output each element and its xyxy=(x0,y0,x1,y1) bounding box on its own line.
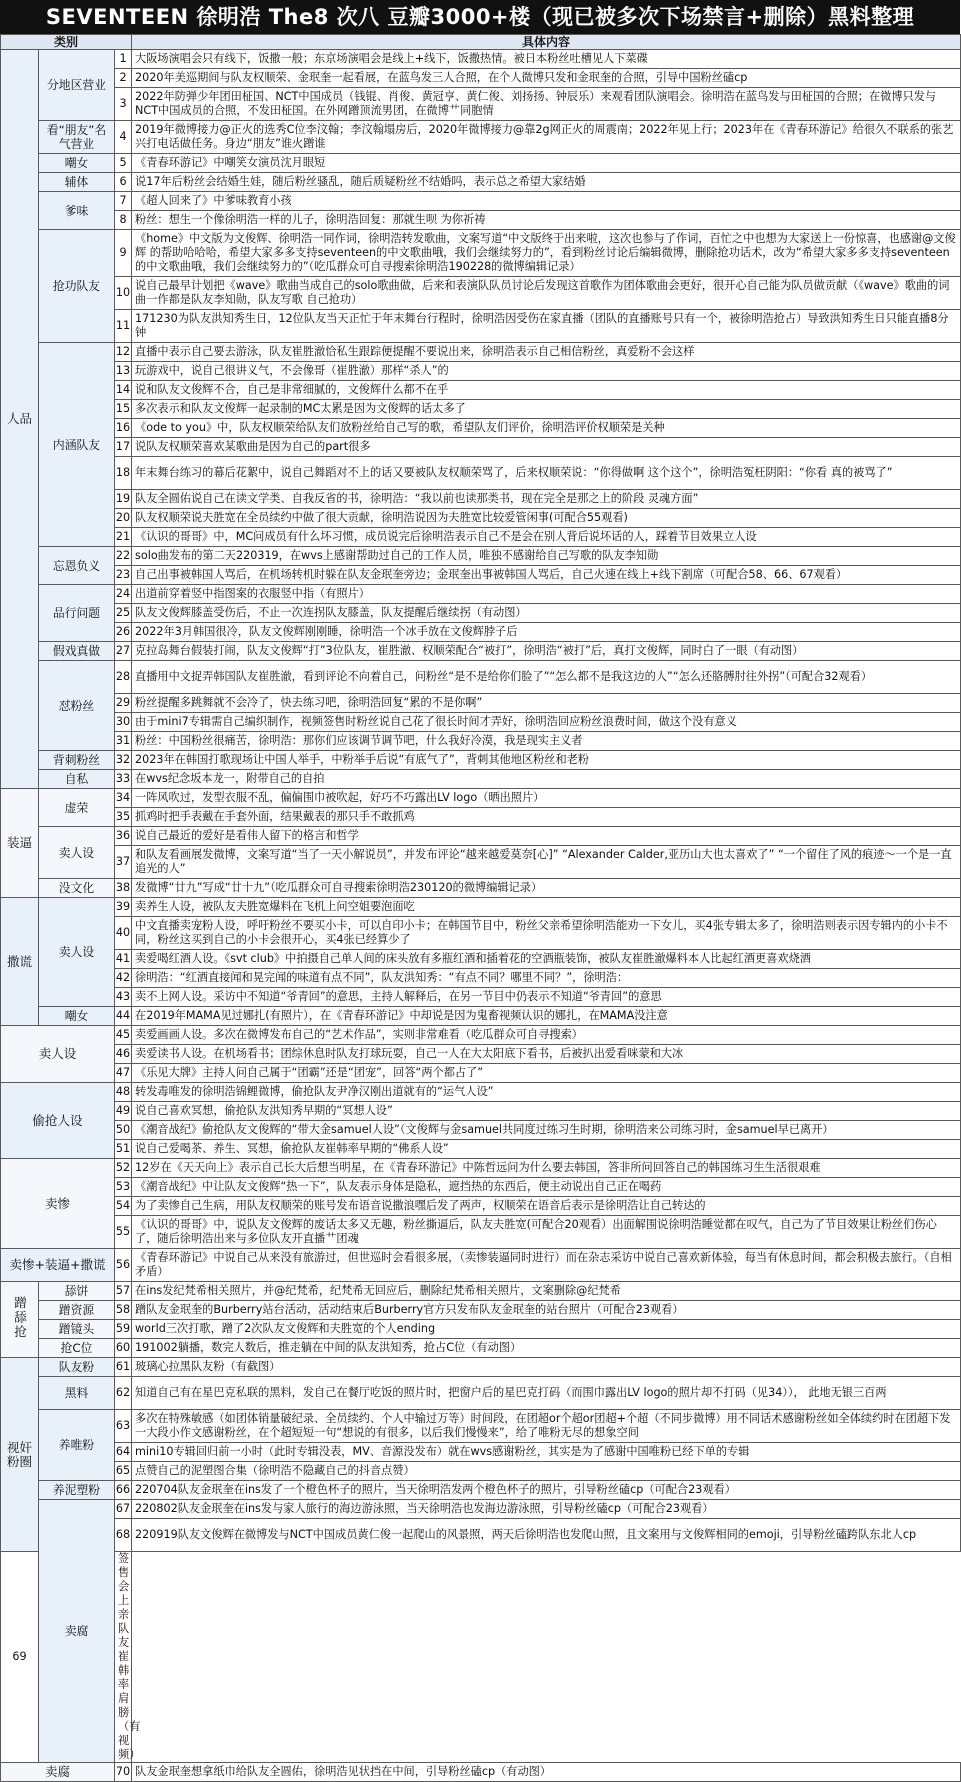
table-row xyxy=(1,732,961,751)
row-number: 42 xyxy=(115,969,132,988)
row-content: 年末舞台练习的幕后花絮中，说自己舞蹈对不上的话又要被队友权顺荣骂了，后来权顺荣说：“你得做啊 这个这个”，徐明浩冤枉阴阳：“你看 真的被骂了” xyxy=(132,457,961,490)
table-row xyxy=(1,88,961,121)
row-content: mini10专辑回归前一小时（此时专辑没表，MV、音源没发布）就在wvs感谢粉丝，其实是为了感谢中国唯粉已经下单的专辑 xyxy=(132,1443,961,1462)
subcategory-cell: 看“朋友”名气营业 xyxy=(39,121,115,154)
row-content: 多次在特殊敏感（如团体销量破纪录、全员续约、个人中输过万等）时间段，在团超or个超or团超+个超（不同步微博）用不同话术感谢粉丝如全体续约时在团超下发一大段小作文感谢粉丝，在个超短短一句“想说的有很多，以后我们慢慢来”，给了唯粉无尽的想象空间 xyxy=(132,1410,961,1443)
row-number: 3 xyxy=(115,88,132,121)
table-row xyxy=(1,230,961,277)
table-row xyxy=(1,827,961,846)
row-content: 2022年3月韩国很冷，队友文俊辉刚刚睡，徐明浩一个冰手放在文俊辉脖子后 xyxy=(132,623,961,642)
table-row xyxy=(1,713,961,732)
row-content: 《ode to you》中，队友权顺荣给队友们放粉丝给自己写的歌，希望队友们评价，徐明浩评价权顺荣是关种 xyxy=(132,419,961,438)
table-row xyxy=(1,528,961,547)
table-row xyxy=(1,694,961,713)
table-row xyxy=(1,1045,961,1064)
table-row xyxy=(1,1320,961,1339)
table-row xyxy=(1,604,961,623)
row-number: 63 xyxy=(115,1410,132,1443)
row-number: 35 xyxy=(115,808,132,827)
table-row xyxy=(1,154,961,173)
row-number: 53 xyxy=(115,1178,132,1197)
row-number: 37 xyxy=(115,846,132,879)
row-number: 57 xyxy=(115,1282,132,1301)
row-number: 30 xyxy=(115,713,132,732)
table-row xyxy=(1,547,961,566)
table-row xyxy=(1,1121,961,1140)
table-row xyxy=(1,1301,961,1320)
table-row xyxy=(1,509,961,528)
row-content: 队友全圆佑说自己在读文学类、自我反省的书，徐明浩：“我以前也读那类书，现在完全是那之上的阶段 灵魂方面” xyxy=(132,490,961,509)
row-number: 40 xyxy=(115,917,132,950)
row-number: 54 xyxy=(115,1197,132,1216)
row-number: 59 xyxy=(115,1320,132,1339)
subcategory-cell: 品行问题 xyxy=(39,585,115,642)
row-number: 28 xyxy=(115,661,132,694)
row-number: 12 xyxy=(115,343,132,362)
row-content: 抓鸡时把手表戴在手套外面，结果戴表的那只手不敢抓鸡 xyxy=(132,808,961,827)
row-content: 2023年在韩国打歌现场让中国人举手，中粉举手后说“有底气了”，背刺其他地区粉丝和老粉 xyxy=(132,751,961,770)
table-row xyxy=(1,642,961,661)
row-content: 徐明浩：“红酒直接闻和晃完闻的味道有点不同”，队友洪知秀：“有点不同？哪里不同？”，徐明浩： xyxy=(132,969,961,988)
table-row xyxy=(1,808,961,827)
row-content: 大阪场演唱会只有线下，饭撒一般；东京场演唱会是线上+线下，饭撒热情。被日本粉丝吐槽见人下菜碟 xyxy=(132,50,961,69)
table-row xyxy=(1,566,961,585)
row-number: 66 xyxy=(115,1481,132,1500)
row-content: 队友金珉奎想拿纸巾给队友全圆佑，徐明浩见状挡在中间，引导粉丝磕cp（有动图） xyxy=(132,1763,961,1782)
row-number: 23 xyxy=(115,566,132,585)
row-number: 36 xyxy=(115,827,132,846)
row-number: 58 xyxy=(115,1301,132,1320)
row-content: 《青春环游记》中嘲笑女演员沈月眼短 xyxy=(132,154,961,173)
subcategory-cell: 养唯粉 xyxy=(39,1410,115,1481)
row-content: 直播用中文捉弄韩国队友崔胜澈，看到评论不向着自己，问粉丝“是不是给你们脸了”“怎么都不是我这边的人”“怎么还胳膊肘往外拐”（可配合32观看） xyxy=(132,661,961,694)
row-content: 在2019年MAMA见过娜扎(有照片），在《青春环游记》中却说是因为鬼畜视频认识的娜扎，在MAMA没注意 xyxy=(132,1007,961,1026)
row-content: 玻璃心拉黑队友粉（有截图） xyxy=(132,1358,961,1377)
row-content: 《乐见大牌》主持人问自己属于“团霸”还是“团宠”，回答“两个都占了” xyxy=(132,1064,961,1083)
row-number: 41 xyxy=(115,950,132,969)
row-content: 《潮音战纪》中让队友文俊辉“热一下”，队友表示身体是隐私，遮挡热的东西后，便主动说出自己正在喝药 xyxy=(132,1178,961,1197)
table-row xyxy=(1,438,961,457)
row-number: 2 xyxy=(115,69,132,88)
table-row xyxy=(1,1443,961,1462)
row-number: 20 xyxy=(115,509,132,528)
row-content: 2022年防弹少年团田柾国、NCT中国成员（钱锟、肖俊、黄冠亨、黄仁俊、刘扬扬、钟辰乐）来观看团队演唱会。徐明浩在蓝鸟发与田柾国的合照；在微博只发与NCT中国成员的合照，不发田柾国。在外网蹭顶流男团，在微博艹同胞情 xyxy=(132,88,961,121)
row-content: 《home》中文版为文俊辉、徐明浩一同作词，徐明浩转发歌曲，文案写道“中文版终于出来啦，这次也参与了作词，百忙之中也想为大家送上一份惊喜，也感谢@文俊辉 的帮助哈哈哈，希望大家多多支持seventeen的中文歌曲哦，我们会继续努力的”，看到粉丝讨论后编辑微博，删除抢功话术，改为“希望大家多多支持seventeen的中文歌曲哦，我们会继续努力的”（吃瓜群众可自寻搜索徐明浩190228的微博编辑记录） xyxy=(132,230,961,277)
subcategory-cell: 假戏真做 xyxy=(39,642,115,661)
row-content: 克拉岛舞台假装打闹，队友文俊辉“打”3位队友，崔胜澈、权顺荣配合“被打”，徐明浩“被打”后，真打文俊辉，同时白了一眼（有动图） xyxy=(132,642,961,661)
row-number: 25 xyxy=(115,604,132,623)
table-row xyxy=(1,457,961,490)
table-row xyxy=(1,1519,961,1552)
table-row xyxy=(1,211,961,230)
subcategory-cell: 队友粉 xyxy=(39,1358,115,1377)
row-number: 62 xyxy=(115,1377,132,1410)
black-material-table xyxy=(0,34,961,1782)
row-number: 32 xyxy=(115,751,132,770)
table-row xyxy=(1,988,961,1007)
table-body xyxy=(1,50,961,1782)
row-content: 《认识的哥哥》中，MC问成员有什么坏习惯，成员说完后徐明浩表示自己不是会在别人背后说坏话的人，踩着节目效果立人设 xyxy=(132,528,961,547)
subcategory-cell: 嘲女 xyxy=(39,1007,115,1026)
row-number: 65 xyxy=(115,1462,132,1481)
category-cell: 卖腐 xyxy=(1,1763,115,1782)
row-content: 卖爱读书人设。在机场看书；团综休息时队友打球玩耍，自己一人在大太阳底下看书，后被扒出爱看咪蒙和大冰 xyxy=(132,1045,961,1064)
table-row xyxy=(1,192,961,211)
table-row xyxy=(1,343,961,362)
row-number: 39 xyxy=(115,898,132,917)
subcategory-cell: 蹭镜头 xyxy=(39,1320,115,1339)
row-content: 《超人回来了》中爹味教育小孩 xyxy=(132,192,961,211)
row-content: 在ins发纪梵希相关照片，并@纪梵希，纪梵希无回应后，删除纪梵希相关照片，文案删除@纪梵希 xyxy=(132,1282,961,1301)
subcategory-cell: 背刺粉丝 xyxy=(39,751,115,770)
table-row xyxy=(1,1178,961,1197)
row-number: 5 xyxy=(115,154,132,173)
subcategory-cell: 抢功队友 xyxy=(39,230,115,343)
row-number: 16 xyxy=(115,419,132,438)
row-number: 31 xyxy=(115,732,132,751)
subcategory-cell: 舔饼 xyxy=(39,1282,115,1301)
subcategory-cell: 辅体 xyxy=(39,173,115,192)
row-number: 56 xyxy=(115,1249,132,1282)
row-content: 2019年微博接力@正火的选秀C位李汶翰；李汶翰塌房后，2020年微博接力@靠2g网正火的周震南；2022年见上行；2023年在《青春环游记》给很久不联系的张艺兴打电话做任务。身边“朋友”谁火蹭谁 xyxy=(132,121,961,154)
table-row xyxy=(1,950,961,969)
row-content: 卖爱喝红酒人设。《svt club》中拍摄自己单人间的床头放有多瓶红酒和插着花的空酒瓶装饰，被队友崔胜澈爆料本人比起红酒更喜欢烧酒 xyxy=(132,950,961,969)
row-number: 8 xyxy=(115,211,132,230)
row-content: 在wvs纪念坂本龙一，附带自己的自拍 xyxy=(132,770,961,789)
row-number: 33 xyxy=(115,770,132,789)
table-row xyxy=(1,898,961,917)
table-row xyxy=(1,770,961,789)
subcategory-cell: 抢C位 xyxy=(39,1339,115,1358)
row-content: 为了卖惨自己生病，用队友权顺荣的账号发布语音说撒浪嘿后发了两声，权顺荣在语音后表示是徐明浩让自己转达的 xyxy=(132,1197,961,1216)
row-content: 191002躺播，数完人数后，推走躺在中间的队友洪知秀，抢占C位（有动图） xyxy=(132,1339,961,1358)
table-row xyxy=(1,1159,961,1178)
table-row xyxy=(1,1462,961,1481)
row-number: 13 xyxy=(115,362,132,381)
table-row xyxy=(1,751,961,770)
table-row xyxy=(1,1358,961,1377)
table-row xyxy=(1,490,961,509)
row-content: 说自己喜欢冥想，偷抢队友洪知秀早期的“冥想人设” xyxy=(132,1102,961,1121)
subcategory-cell: 忘恩负义 xyxy=(39,547,115,585)
row-content: 和队友看画展发微博，文案写道“当了一天小解说员”，并发布评论“越来越爱莫奈[心]” “Alexander Calder,亚历山大也太喜欢了” “一个留住了风的痕迹～一个是一直追光的人” xyxy=(132,846,961,879)
row-number: 60 xyxy=(115,1339,132,1358)
table-row xyxy=(1,1377,961,1410)
subcategory-cell: 嘲女 xyxy=(39,154,115,173)
table-row xyxy=(1,277,961,310)
row-content: 点赞自己的泥塑图合集（徐明浩不隐藏自己的抖音点赞） xyxy=(132,1462,961,1481)
row-content: 说队友权顺荣喜欢某歌曲是因为自己的part很多 xyxy=(132,438,961,457)
subcategory-cell: 分地区营业 xyxy=(39,50,115,121)
row-number: 44 xyxy=(115,1007,132,1026)
table-row xyxy=(1,1026,961,1045)
subcategory-cell: 卖腐 xyxy=(39,1500,115,1763)
row-number: 15 xyxy=(115,400,132,419)
row-number: 34 xyxy=(115,789,132,808)
row-content: 粉丝：想生一个像徐明浩一样的儿子，徐明浩回复：那就生呗 为你祈祷 xyxy=(132,211,961,230)
row-content: 队友文俊辉膝盖受伤后，不止一次连拐队友膝盖，队友提醒后继续拐（有动图） xyxy=(132,604,961,623)
subcategory-cell: 黑料 xyxy=(39,1377,115,1410)
row-number: 69 xyxy=(1,1552,39,1763)
row-content: 出道前穿着竖中指图案的衣服竖中指（有照片） xyxy=(132,585,961,604)
category-cell: 偷抢人设 xyxy=(1,1083,115,1159)
row-number: 46 xyxy=(115,1045,132,1064)
row-content: 由于mini7专辑需自己编织制作，视频签售时粉丝说自己花了很长时间才弄好，徐明浩回应粉丝浪费时间，做这个没有意义 xyxy=(132,713,961,732)
table-row xyxy=(1,69,961,88)
table-row xyxy=(1,1102,961,1121)
table-row xyxy=(1,173,961,192)
table-row xyxy=(1,661,961,694)
table-row xyxy=(1,585,961,604)
table-row xyxy=(1,381,961,400)
row-content: 粉丝提醒多跳舞就不会冷了，快去练习吧，徐明浩回复“累的不是你啊” xyxy=(132,694,961,713)
subcategory-cell: 卖人设 xyxy=(39,827,115,879)
row-content: 卖养生人设，被队友夫胜宽爆料在飞机上问空姐要泡面吃 xyxy=(132,898,961,917)
row-number: 7 xyxy=(115,192,132,211)
row-content: 中文直播卖宠粉人设，呼吁粉丝不要买小卡，可以自印小卡；在韩国节目中，粉丝父亲希望徐明浩能劝一下女儿，买4张专辑太多了，徐明浩则表示因专辑内的小卡不同，粉丝这买到自己的小卡会很开心，买4张已经算少了 xyxy=(132,917,961,950)
row-content: 知道自己有在星巴克私联的黑料，发自己在餐厅吃饭的照片时，把窗户后的星巴克打码（而围巾露出LV logo的照片却不打码（见34））， 此地无银三百两 xyxy=(132,1377,961,1410)
row-number: 43 xyxy=(115,988,132,1007)
table-row xyxy=(1,1083,961,1102)
row-number: 1 xyxy=(115,50,132,69)
table-row xyxy=(1,1064,961,1083)
table-row xyxy=(1,1140,961,1159)
category-cell: 蹭舔抢 xyxy=(1,1282,39,1358)
row-content: 2020年美巡期间与队友权顺荣、金珉奎一起看展，在蓝鸟发三人合照，在个人微博只发和金珉奎的合照，引导中国粉丝磕cp xyxy=(132,69,961,88)
row-content: 发微博“廿九”写成“廿十九”（吃瓜群众可自寻搜索徐明浩230120的微博编辑记录） xyxy=(132,879,961,898)
row-number: 19 xyxy=(115,490,132,509)
category-header: 类别 xyxy=(1,35,132,50)
row-number: 27 xyxy=(115,642,132,661)
table-row xyxy=(1,1410,961,1443)
subcategory-cell: 没文化 xyxy=(39,879,115,898)
row-content: 转发毒唯发的徐明浩锦鲤微博，偷抢队友尹净汉刚出道就有的“运气人设” xyxy=(132,1083,961,1102)
row-number: 51 xyxy=(115,1140,132,1159)
subcategory-cell: 蹭资源 xyxy=(39,1301,115,1320)
row-content: 说自己爱喝茶、养生、冥想，偷抢队友崔韩率早期的“佛系人设” xyxy=(132,1140,961,1159)
row-number: 29 xyxy=(115,694,132,713)
row-number: 18 xyxy=(115,457,132,490)
row-content: 直播中表示自己要去游泳，队友崔胜澈恰私生跟踪便提醒不要说出来，徐明浩表示自己相信粉丝，真爱粉不会这样 xyxy=(132,343,961,362)
row-content: 卖爱画画人设。多次在微博发布自己的“艺术作品”，实则非常难看（吃瓜群众可自寻搜索） xyxy=(132,1026,961,1045)
row-content: 《潮音战纪》偷抢队友文俊辉的“带大金samuel人设”（文俊辉与金samuel共同度过练习生时期，徐明浩来公司练习时，金samuel早已离开） xyxy=(132,1121,961,1140)
table-row xyxy=(1,400,961,419)
table-row xyxy=(1,1282,961,1301)
row-number: 61 xyxy=(115,1358,132,1377)
table-row xyxy=(1,846,961,879)
table-row xyxy=(1,1339,961,1358)
subcategory-cell: 养泥塑粉 xyxy=(39,1481,115,1500)
row-number: 4 xyxy=(115,121,132,154)
row-number: 47 xyxy=(115,1064,132,1083)
row-content: 说17年后粉丝会结婚生娃，随后粉丝骚乱，随后质疑粉丝不结婚吗，表示总之希望大家结婚 xyxy=(132,173,961,192)
table-row xyxy=(1,419,961,438)
table-row xyxy=(1,1249,961,1282)
table-row xyxy=(1,1007,961,1026)
table-row xyxy=(1,623,961,642)
table-row xyxy=(1,1500,961,1519)
table-row xyxy=(1,1216,961,1249)
content-header: 具体内容 xyxy=(132,35,961,50)
table-row xyxy=(1,789,961,808)
row-content: 220802队友金珉奎在ins发与家人旅行的海边游泳照，当天徐明浩也发海边游泳照，引导粉丝磕cp（可配合23观看） xyxy=(132,1500,961,1519)
subcategory-cell: 内涵队友 xyxy=(39,343,115,547)
row-number: 21 xyxy=(115,528,132,547)
row-number: 14 xyxy=(115,381,132,400)
row-content: solo曲发布的第二天220319，在wvs上感谢帮助过自己的工作人员，唯独不感谢给自己写歌的队友李知勋 xyxy=(132,547,961,566)
table-row xyxy=(1,917,961,950)
table-row xyxy=(1,50,961,69)
row-number: 22 xyxy=(115,547,132,566)
table-row xyxy=(1,1481,961,1500)
row-number: 70 xyxy=(115,1763,132,1782)
subcategory-cell: 虚荣 xyxy=(39,789,115,827)
row-content: 自己出事被韩国人骂后，在机场转机时躲在队友金珉奎旁边；金珉奎出事被韩国人骂后，自己火速在线上+线下割席（可配合58、66、67观看） xyxy=(132,566,961,585)
row-content: 卖不上网人设。采访中不知道“爷青回”的意思，主持人解释后，在另一节目中仍表示不知道“爷青回”的意思 xyxy=(132,988,961,1007)
row-content: world三次打歌，蹭了2次队友文俊辉和夫胜宽的个人ending xyxy=(132,1320,961,1339)
row-content: 蹭队友金珉奎的Burberry站台活动，活动结束后Burberry官方只发布队友金珉奎的站台照片（可配合23观看） xyxy=(132,1301,961,1320)
row-content: 说自己最早计划把《wave》歌曲当成自己的solo歌曲做，后来和表演队队员讨论后发现这首歌作为团体歌曲会更好，很开心自己能为队员做贡献（《wave》歌曲的词曲一作都是队友李知勋，队友写歌 自己抢功） xyxy=(132,277,961,310)
table-row xyxy=(1,1552,961,1763)
row-content: 一阵风吹过，发型衣服不乱，偏偏围巾被吹起，好巧不巧露出LV logo（晒出照片） xyxy=(132,789,961,808)
row-number: 52 xyxy=(115,1159,132,1178)
table-row xyxy=(1,1763,961,1782)
category-cell: 人品 xyxy=(1,50,39,789)
row-number: 9 xyxy=(115,230,132,277)
table-row xyxy=(1,362,961,381)
category-cell: 卖惨+装逼+撒谎 xyxy=(1,1249,115,1282)
row-content: 12岁在《天天向上》表示自己长大后想当明星，在《青春环游记》中陈哲远问为什么要去韩国，答非所问回答自己的韩国练习生生活很艰难 xyxy=(132,1159,961,1178)
subcategory-cell: 自私 xyxy=(39,770,115,789)
table-row xyxy=(1,969,961,988)
row-content: 粉丝：中国粉丝很痛苦，徐明浩：那你们应该调节调节吧，什么我好冷漠，我是现实主义者 xyxy=(132,732,961,751)
table-row xyxy=(1,310,961,343)
row-content: 说和队友文俊辉不合，自己是非常细腻的，文俊辉什么都不在乎 xyxy=(132,381,961,400)
row-number: 49 xyxy=(115,1102,132,1121)
row-content: 玩游戏中，说自己很讲义气，不会像哥（崔胜澈）那样“杀人”的 xyxy=(132,362,961,381)
row-content: 队友权顺荣说夫胜宽在全员续约中做了很大贡献，徐明浩说因为夫胜宽比较爱管闲事(可配合55观看) xyxy=(132,509,961,528)
subcategory-cell: 卖人设 xyxy=(39,898,115,1007)
row-content: 说自己最近的爱好是看伟人留下的格言和哲学 xyxy=(132,827,961,846)
row-number: 24 xyxy=(115,585,132,604)
row-number: 38 xyxy=(115,879,132,898)
category-cell: 装逼 xyxy=(1,789,39,898)
category-cell: 卖惨 xyxy=(1,1159,115,1249)
row-number: 10 xyxy=(115,277,132,310)
category-cell: 卖人设 xyxy=(1,1026,115,1083)
row-number: 45 xyxy=(115,1026,132,1045)
row-content: 220704队友金珉奎在ins发了一个橙色杯子的照片，当天徐明浩发两个橙色杯子的照片，引导粉丝磕cp（可配合23观看） xyxy=(132,1481,961,1500)
category-cell: 撒谎 xyxy=(1,898,39,1026)
row-content: 多次表示和队友文俊辉一起录制的MC太累是因为文俊辉的话太多了 xyxy=(132,400,961,419)
subcategory-cell: 爹味 xyxy=(39,192,115,230)
subcategory-cell: 怼粉丝 xyxy=(39,661,115,751)
row-content: 签售会上亲队友崔韩率肩膀（有视频） xyxy=(115,1552,132,1763)
category-cell: 视奸粉圈 xyxy=(1,1358,39,1552)
row-number: 50 xyxy=(115,1121,132,1140)
table-row xyxy=(1,879,961,898)
row-number: 64 xyxy=(115,1443,132,1462)
row-number: 48 xyxy=(115,1083,132,1102)
row-content: 《青春环游记》中说自己从来没有旅游过，但世巡时会看很多展，（卖惨装逼同时进行）而在杂志采访中说自己喜欢新体验，每当有休息时间，都会积极去旅行。（自相矛盾） xyxy=(132,1249,961,1282)
table-row xyxy=(1,121,961,154)
row-number: 68 xyxy=(115,1519,132,1552)
table-header-row xyxy=(1,35,961,50)
row-number: 11 xyxy=(115,310,132,343)
row-number: 17 xyxy=(115,438,132,457)
row-number: 55 xyxy=(115,1216,132,1249)
table-row xyxy=(1,1197,961,1216)
row-content: 《认识的哥哥》中，说队友文俊辉的废话太多又无趣，粉丝撕逼后，队友夫胜宽(可配合20观看）出面解围说徐明浩睡觉都在叹气，自己为了节目效果让粉丝们伤心了，随后徐明浩出来与多位队友开直播艹团魂 xyxy=(132,1216,961,1249)
row-content: 171230为队友洪知秀生日，12位队友当天正忙于年末舞台行程时，徐明浩因受伤在家直播（团队的直播账号只有一个，被徐明浩抢占）导致洪知秀生日只能直播8分钟 xyxy=(132,310,961,343)
row-number: 6 xyxy=(115,173,132,192)
row-number: 26 xyxy=(115,623,132,642)
row-content: 220919队友文俊辉在微博发与NCT中国成员黄仁俊一起爬山的风景照，两天后徐明浩也发爬山照，且文案用与文俊辉相同的emoji，引导粉丝磕跨队东北人cp xyxy=(132,1519,961,1552)
page-title: SEVENTEEN 徐明浩 The8 次八 豆瓣3000+楼（现已被多次下场禁言+删除）黑料整理 xyxy=(0,0,960,34)
row-number: 67 xyxy=(115,1500,132,1519)
